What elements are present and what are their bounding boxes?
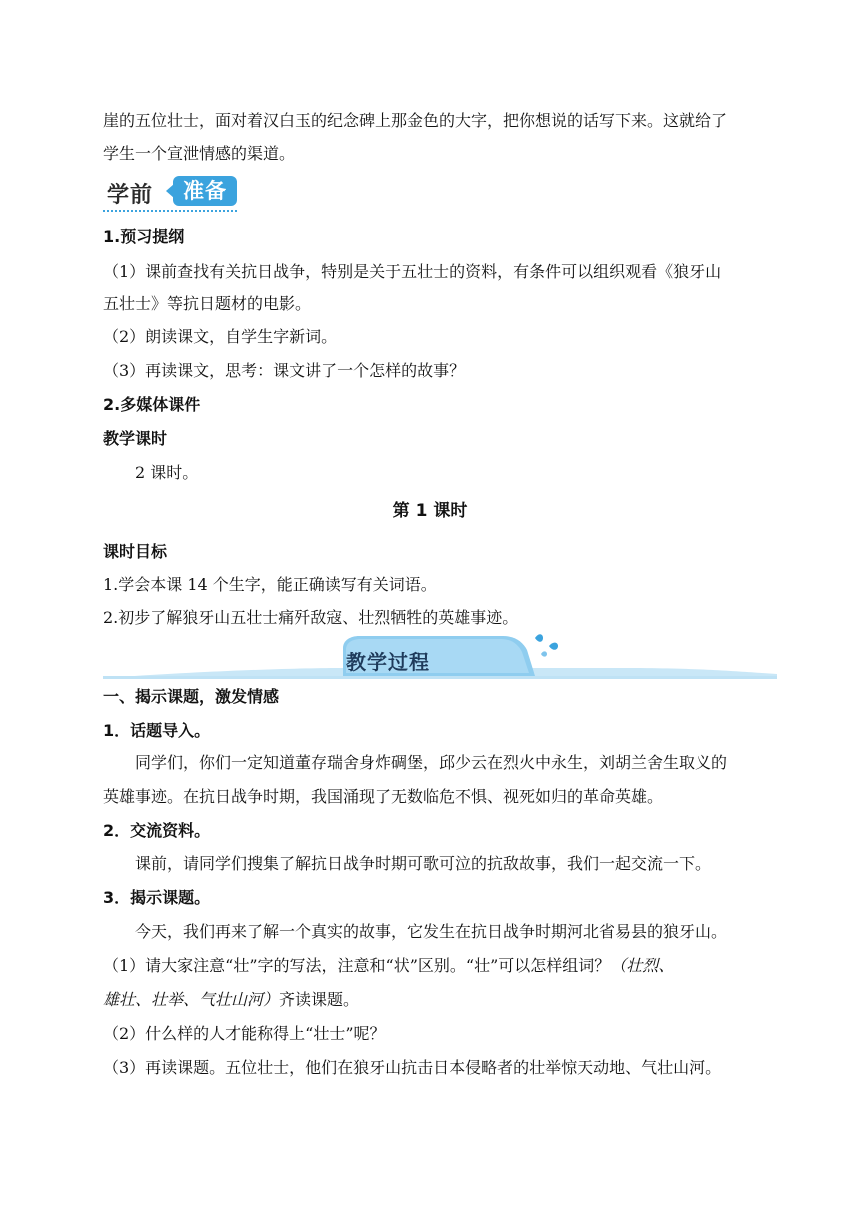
prep-heading: 1.预习提纲	[103, 227, 185, 246]
prep-section-badge	[103, 174, 237, 214]
sub-item-3: （3）再读课题。五位壮士，他们在狼牙山抗击日本侵略者的壮举惊天动地、气壮山河。	[103, 1058, 722, 1077]
section-1-heading: 一、揭示课题，激发情感	[103, 687, 280, 706]
step-2-heading: 2．交流资料。	[103, 821, 211, 840]
step-3-heading: 3．揭示课题。	[103, 888, 211, 907]
hours-heading: 教学课时	[103, 429, 168, 448]
prep-item-2: （2）朗读课文，自学生字新词。	[103, 327, 338, 346]
prep-item-1b: 五壮士》等抗日题材的电影。	[103, 294, 312, 313]
banner-label: 教学过程	[346, 650, 430, 674]
intro-line-1: 崖的五位壮士，面对着汉白玉的纪念碑上那金色的大字，把你想说的话写下来。这就给了	[103, 111, 728, 130]
hours-text: 2 课时。	[135, 463, 199, 482]
sub-item-1a-text: （1）请大家注意“壮”字的写法，注意和“状”区别。“壮”可以怎样组词？	[103, 956, 611, 975]
step-1-paragraph-line-1: 同学们，你们一定知道董存瑞舍身炸碉堡，邱少云在烈火中永生，刘胡兰舍生取义的	[135, 753, 728, 772]
sub-item-1a-answer: （壮烈、	[610, 956, 675, 975]
intro-line-2: 学生一个宣泄情感的渠道。	[103, 144, 296, 163]
badge-left-text: 学前	[107, 183, 154, 208]
prep-item-1a: （1）课前查找有关抗日战争，特别是关于五壮士的资料，有条件可以组织观看《狼牙山	[103, 262, 722, 281]
lesson-title: 第 1 课时	[392, 501, 468, 521]
sub-item-1b-text: 齐读课题。	[279, 990, 360, 1009]
sub-item-1b-answer: 雄壮、壮举、气壮山河）	[103, 990, 280, 1009]
badge-right-text: 准备	[173, 176, 237, 206]
goal-1: 1.学会本课 14 个生字，能正确读写有关词语。	[103, 575, 437, 594]
step-3-paragraph: 今天，我们再来了解一个真实的故事，它发生在抗日战争时期河北省易县的狼牙山。	[135, 922, 728, 941]
step-2-paragraph: 课前，请同学们搜集了解抗日战争时期可歌可泣的抗敌故事，我们一起交流一下。	[135, 854, 712, 873]
sub-item-1b	[103, 989, 783, 1011]
goal-heading: 课时目标	[103, 542, 168, 561]
sub-item-2: （2）什么样的人才能称得上“壮士”呢？	[103, 1024, 386, 1043]
media-heading: 2.多媒体课件	[103, 395, 201, 414]
step-1-heading: 1．话题导入。	[103, 721, 211, 740]
step-1-paragraph-line-2: 英雄事迹。在抗日战争时期，我国涌现了无数临危不惧、视死如归的革命英雄。	[103, 787, 664, 806]
badge-dotted-underline	[103, 210, 237, 212]
sub-item-1a	[103, 955, 783, 977]
prep-item-3: （3）再读课文，思考：课文讲了一个怎样的故事？	[103, 361, 466, 380]
goal-2: 2.初步了解狼牙山五壮士痛歼敌寇、壮烈牺牲的英雄事迹。	[103, 608, 519, 627]
